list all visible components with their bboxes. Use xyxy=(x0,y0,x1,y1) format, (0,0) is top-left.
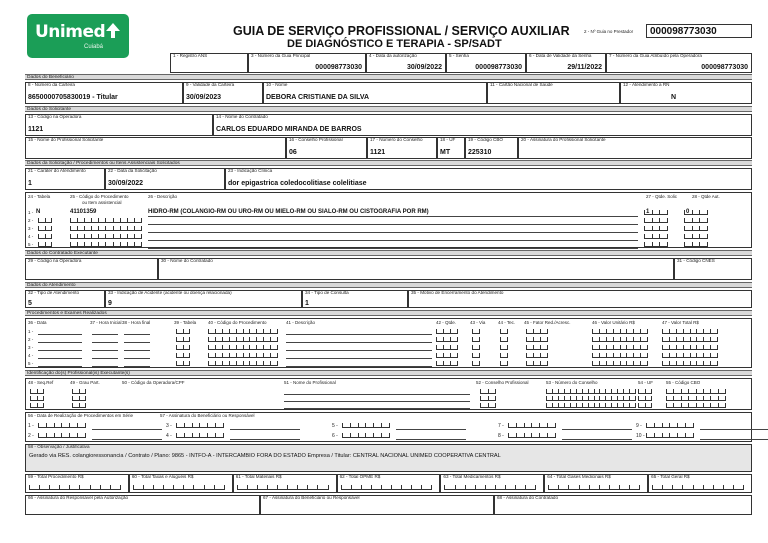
column-header: 44 - Tec. xyxy=(498,320,516,325)
nome-contratado-sol-field: 14 - Nome do Contratado CARLOS EDUARDO MIRANDA DE BARROS xyxy=(213,114,752,136)
char-cells xyxy=(176,353,190,358)
char-cells xyxy=(646,423,694,428)
serie-number: 8 - xyxy=(498,433,504,439)
char-cells xyxy=(176,337,190,342)
char-cells xyxy=(592,329,648,334)
guia-prestador-value: 000098773030 xyxy=(650,26,717,37)
char-cells xyxy=(38,242,52,247)
assinatura-line xyxy=(562,429,632,430)
char-cells xyxy=(592,353,648,358)
serie-number: 5 - xyxy=(332,423,338,429)
carteira-field: 8 - Número da Carteira 8650000705830019 - Titular xyxy=(25,82,183,104)
indicacao-clinica-field: 23 - Indicação Clínica dor epigastrica coledocolitiase colelitiase xyxy=(225,168,752,190)
validade-senha-field: 6 - Data de Validade da Senha 29/11/2022 xyxy=(526,53,606,73)
total-label: 59 - Total Procedimento R$ xyxy=(28,474,84,479)
char-cells xyxy=(208,345,278,350)
hora-ini-line xyxy=(92,358,118,359)
column-header: 55 - Código CBO xyxy=(666,380,701,385)
char-cells xyxy=(684,234,708,239)
descricao-line xyxy=(286,350,432,351)
char-cells xyxy=(644,226,668,231)
date-line xyxy=(38,342,82,343)
serie-number: 10 - xyxy=(636,433,645,439)
char-cells xyxy=(342,433,390,438)
total-label: 65 - Total Geral R$ xyxy=(651,474,690,479)
hora-fim-line xyxy=(124,342,150,343)
section-executante: Dados do Contratado Executante xyxy=(25,250,752,256)
data-autorizacao-field: 4 - Data da autorização 30/09/2022 xyxy=(366,53,446,73)
total-field xyxy=(544,474,648,493)
char-cells xyxy=(342,423,390,428)
section-atendimento: Dados do Atendimento xyxy=(25,282,752,288)
hora-ini-line xyxy=(92,342,118,343)
total-label: 64 - Total Gases Medicinais R$ xyxy=(547,474,611,479)
date-line xyxy=(38,366,82,367)
row-number: 2 - xyxy=(28,337,34,342)
total-label: 60 - Total Taxas e Aluguéis R$ xyxy=(131,474,194,479)
char-cells xyxy=(70,242,142,247)
serie-item xyxy=(636,422,768,431)
char-cells xyxy=(592,337,648,342)
table-row xyxy=(26,336,751,344)
column-header: 49 - Grau Part. xyxy=(70,380,100,385)
total-cells xyxy=(444,485,536,490)
serie-number: 7 - xyxy=(498,423,504,429)
column-header: 50 - Código da Operadora/CPF xyxy=(122,380,185,385)
table-row xyxy=(26,402,751,409)
carater-field: 21 - Caráter do Atendimento 1 xyxy=(25,168,105,190)
serie-item xyxy=(498,422,658,431)
char-cells xyxy=(662,329,718,334)
table-row xyxy=(26,352,751,360)
total-cells xyxy=(652,485,744,490)
total-field xyxy=(648,474,752,493)
column-header: 53 - Número do Conselho xyxy=(546,380,598,385)
row-number: 5 - xyxy=(28,361,34,366)
char-cells xyxy=(644,242,668,247)
char-cells xyxy=(500,329,508,334)
serie-number: 3 - xyxy=(166,423,172,429)
char-cells xyxy=(176,433,224,438)
nome-executante-field: 30 - Nome do Contratado xyxy=(158,258,674,280)
column-header: 39 - Tabela xyxy=(174,320,197,325)
char-cells xyxy=(638,396,652,401)
char-cells xyxy=(546,396,636,401)
char-cells xyxy=(436,345,458,350)
char-cells xyxy=(526,337,548,342)
total-label: 61 - Total Materiais R$ xyxy=(235,474,282,479)
registro-ans-field: 1 - Registro ANS xyxy=(170,53,248,73)
total-field xyxy=(337,474,441,493)
total-label: 62 - Total OPME R$ xyxy=(339,474,381,479)
serie-item xyxy=(332,422,492,431)
validade-carteira-field: 9 - Validade da Carteira 30/09/2023 xyxy=(183,82,263,104)
char-cells xyxy=(508,423,556,428)
cns-field: 11 - Cartão Nacional de Saúde xyxy=(487,82,620,104)
hora-ini-line xyxy=(92,366,118,367)
total-cells xyxy=(237,485,329,490)
indicacao-acidente-field: 33 - Indicação de Acidente (acidente ou doença relacionada) 9 xyxy=(105,290,302,308)
char-cells xyxy=(72,389,86,394)
date-line xyxy=(38,350,82,351)
assinatura-line xyxy=(562,439,632,440)
uf-field: 18 - UF MT xyxy=(437,137,465,159)
column-header: 45 - Fator Red./Acresc. xyxy=(524,320,571,325)
procedimentos-solicitados-table: 24 - Tabela 25 - Código do Procedimento ou Item assistencial 26 - Descrição 27 - Qtde. Solic 28 - Qtde Aut. 1 - N 41101359 HIDRO-RM (COLANGIO-RM OU URO-RM OU MIELO-RM OU SIALO-RM OU CISTOGRAFIA POR RM) 1 0 2 - 3 - 4 - 5 - xyxy=(25,192,752,248)
nome-beneficiario-field: 10 - Nome DEBORA CRISTIANE DA SILVA xyxy=(263,82,487,104)
column-header: 48 - Seq.Ref xyxy=(28,380,54,385)
total-cells xyxy=(341,485,433,490)
row-number: 1 - xyxy=(28,329,34,334)
assinatura-line xyxy=(230,439,300,440)
assinatura-solicitante-field: 20 - Assinatura do Profissional Solicitante xyxy=(518,137,752,159)
serie-item xyxy=(166,432,326,441)
logo-brand: Unimed xyxy=(35,22,106,42)
assinatura-line xyxy=(92,429,162,430)
column-header: 38 - Hora final xyxy=(122,320,151,325)
conselho-field: 16 - Conselho Profissional 06 xyxy=(286,137,367,159)
num-conselho-field: 17 - Número do Conselho 1121 xyxy=(367,137,437,159)
qtde-aut-value: 0 xyxy=(686,209,690,215)
char-cells xyxy=(472,345,480,350)
total-cells xyxy=(29,485,121,490)
data-solicitacao-field: 22 - Data da Solicitação 30/09/2022 xyxy=(105,168,225,190)
char-cells xyxy=(666,389,726,394)
hora-fim-line xyxy=(124,358,150,359)
char-cells xyxy=(662,337,718,342)
char-cells xyxy=(436,361,458,366)
nome-line xyxy=(284,408,470,409)
char-cells xyxy=(592,361,648,366)
tipo-consulta-field: 34 - Tipo de Consulta 1 xyxy=(302,290,408,308)
char-cells xyxy=(480,396,496,401)
char-cells xyxy=(480,389,496,394)
assinatura-line xyxy=(230,429,300,430)
descricao-value: HIDRO-RM (COLANGIO-RM OU URO-RM OU MIELO-RM OU SIALO-RM OU CISTOGRAFIA POR RM) xyxy=(148,209,429,215)
guia-prestador-field xyxy=(646,24,752,38)
table-row xyxy=(26,388,751,395)
assinatura-line xyxy=(396,439,466,440)
char-cells xyxy=(508,433,556,438)
qtde-value: 1 xyxy=(646,209,650,215)
codigo-value: 41101359 xyxy=(70,209,97,215)
char-cells xyxy=(72,396,86,401)
char-cells xyxy=(684,218,708,223)
column-header: 37 - Hora Inicial xyxy=(90,320,122,325)
hora-ini-line xyxy=(92,350,118,351)
table-row xyxy=(26,360,751,368)
char-cells xyxy=(592,345,648,350)
char-cells xyxy=(638,389,652,394)
table-row xyxy=(26,344,751,352)
hora-fim-line xyxy=(124,366,150,367)
motivo-encerramento-field: 35 - Motivo de Encerramento do Atendimento xyxy=(408,290,752,308)
prof-solicitante-field: 15 - Nome do Profissional Solicitante xyxy=(25,137,286,159)
table-row xyxy=(26,328,751,336)
section-procedimentos: Procedimentos e Exames Realizados xyxy=(25,310,752,316)
serie-number: 2 - xyxy=(28,433,34,439)
char-cells xyxy=(208,337,278,342)
assinatura-contratado-field: 68 - Assinatura do Contratado xyxy=(494,495,752,515)
char-cells xyxy=(646,433,694,438)
table-row xyxy=(26,217,751,225)
descricao-line xyxy=(286,366,432,367)
char-cells xyxy=(644,218,668,223)
char-cells xyxy=(72,403,86,408)
form-subtitle: DE DIAGNÓSTICO E TERAPIA - SP/SADT xyxy=(287,38,502,50)
tipo-atendimento-field: 32 - Tipo de Atendimento 5 xyxy=(25,290,105,308)
char-cells xyxy=(662,353,718,358)
column-header: 52 - Conselho Profissional xyxy=(476,380,529,385)
column-header: 42 - Qtde. xyxy=(436,320,457,325)
char-cells xyxy=(472,337,480,342)
row-number: 4 - xyxy=(28,353,34,358)
assinatura-autorizacao-field: 66 - Assinatura do Responsável pela Autorização xyxy=(25,495,260,515)
char-cells xyxy=(38,218,52,223)
rn-field: 12 - Atendimento a RN N xyxy=(620,82,752,104)
cnes-field: 31 - Código CNES xyxy=(674,258,752,280)
char-cells xyxy=(662,345,718,350)
char-cells xyxy=(472,361,480,366)
char-cells xyxy=(208,361,278,366)
char-cells xyxy=(526,361,548,366)
codigo-operadora-sol-field: 13 - Código na Operadora 1121 xyxy=(25,114,213,136)
row-number: 3 - xyxy=(28,345,34,350)
row-number: 3 - xyxy=(28,226,34,231)
section-beneficiario: Dados do Beneficiário xyxy=(25,74,752,80)
realizacao-serie-table: 56 - Data de Realização de Procedimentos em Série 57 - Assinatura do Beneficiário ou Responsável 1 - 2 - 3 - 4 - 5 - 6 - 7 - 8 - 9 - 10 - xyxy=(25,412,752,442)
char-cells xyxy=(472,353,480,358)
codigo-executante-field: 29 - Código na Operadora xyxy=(25,258,158,280)
hora-ini-line xyxy=(92,334,118,335)
observacao-field: 58 - Observação / Justificativa Gerado via RES. colangioressonancia / Contrato / Plano: 9865 - INTFO-A - INTERCAMBIO FORA DO ESTADO Empresa / Titular: CENTRAL NACIONAL UNIMED COOPERATIVA CENTRAL xyxy=(25,444,752,472)
char-cells xyxy=(208,329,278,334)
char-cells xyxy=(436,329,458,334)
char-cells xyxy=(176,345,190,350)
char-cells xyxy=(30,396,44,401)
char-cells xyxy=(526,345,548,350)
char-cells xyxy=(176,423,224,428)
hora-fim-line xyxy=(124,350,150,351)
char-cells xyxy=(684,210,708,215)
column-header: 36 - Data xyxy=(28,320,47,325)
serie-item xyxy=(166,422,326,431)
char-cells xyxy=(38,226,52,231)
total-field xyxy=(233,474,337,493)
assinatura-line xyxy=(92,439,162,440)
char-cells xyxy=(546,403,636,408)
hora-fim-line xyxy=(124,334,150,335)
table-row xyxy=(26,233,751,241)
assinatura-line xyxy=(396,429,466,430)
equipe-table xyxy=(25,378,752,410)
tabela-value: N xyxy=(36,209,41,215)
assinatura-line xyxy=(700,429,768,430)
serie-number: 6 - xyxy=(332,433,338,439)
char-cells xyxy=(30,403,44,408)
char-cells xyxy=(176,361,190,366)
table-row xyxy=(26,225,751,233)
total-field xyxy=(25,474,129,493)
char-cells xyxy=(480,403,496,408)
char-cells xyxy=(638,403,652,408)
section-equipe: Identificação do(s) Profissional(is) Executante(s) xyxy=(25,370,752,376)
total-cells xyxy=(548,485,640,490)
total-field xyxy=(129,474,233,493)
char-cells xyxy=(662,361,718,366)
char-cells xyxy=(644,210,668,215)
table-row xyxy=(26,209,751,217)
serie-item xyxy=(332,432,492,441)
serie-number: 1 - xyxy=(28,423,34,429)
char-cells xyxy=(176,329,190,334)
cbo-field: 19 - Código CBO 225310 xyxy=(465,137,518,159)
total-cells xyxy=(133,485,225,490)
char-cells xyxy=(436,337,458,342)
guia-prestador-label: 2 - Nº Guia no Prestador xyxy=(584,29,634,34)
assinatura-beneficiario-field: 67 - Assinatura do Beneficiário ou Responsável xyxy=(260,495,494,515)
total-label: 63 - Total Medicamentos R$ xyxy=(443,474,501,479)
char-cells xyxy=(684,242,708,247)
guia-operadora-field: 7 - Número da Guia Atribuído pela Operadora 000098773030 xyxy=(606,53,752,73)
date-line xyxy=(38,334,82,335)
procedimentos-realizados-table xyxy=(25,318,752,368)
column-header: 47 - Valor Total R$ xyxy=(662,320,699,325)
unimed-tree-icon xyxy=(105,22,121,39)
guia-principal-field: 3 - Número da Guia Principal 000098773030 xyxy=(248,53,366,73)
section-solicitante: Dados do Solicitante xyxy=(25,106,752,112)
char-cells xyxy=(38,433,86,438)
row-number: 1 - xyxy=(28,210,34,215)
senha-field: 5 - Senha 000098773030 xyxy=(446,53,526,73)
char-cells xyxy=(70,234,142,239)
char-cells xyxy=(666,403,726,408)
unimed-logo xyxy=(27,14,129,58)
assinatura-line xyxy=(700,439,768,440)
char-cells xyxy=(70,218,142,223)
descricao-line xyxy=(286,358,432,359)
section-solicitacao: Dados da Solicitação / Procedimentos ou Itens Assistenciais Solicitados xyxy=(25,160,752,166)
serie-item xyxy=(636,432,768,441)
column-header: 51 - Nome do Profissional xyxy=(284,380,336,385)
column-header: 40 - Código do Procedimento xyxy=(208,320,267,325)
char-cells xyxy=(38,234,52,239)
char-cells xyxy=(666,396,726,401)
serie-number: 9 - xyxy=(636,423,642,429)
char-cells xyxy=(436,353,458,358)
char-cells xyxy=(526,353,548,358)
column-header: 46 - Valor Unitário R$ xyxy=(592,320,635,325)
char-cells xyxy=(208,353,278,358)
serie-item xyxy=(498,432,658,441)
char-cells xyxy=(644,234,668,239)
total-field xyxy=(440,474,544,493)
column-header: 54 - UF xyxy=(638,380,654,385)
serie-number: 4 - xyxy=(166,433,172,439)
logo-city: Cuiabá xyxy=(83,44,103,50)
column-header: 41 - Descrição xyxy=(286,320,316,325)
char-cells xyxy=(38,423,86,428)
char-cells xyxy=(500,353,508,358)
row-number: 2 - xyxy=(28,218,34,223)
char-cells xyxy=(70,226,142,231)
char-cells xyxy=(30,389,44,394)
char-cells xyxy=(500,361,508,366)
table-row xyxy=(26,241,751,249)
table-row xyxy=(26,395,751,402)
serie-item xyxy=(28,432,188,441)
descricao-line xyxy=(286,334,432,335)
char-cells xyxy=(500,337,508,342)
row-number: 4 - xyxy=(28,234,34,239)
char-cells xyxy=(684,226,708,231)
row-number: 5 - xyxy=(28,242,34,247)
serie-item xyxy=(28,422,188,431)
descricao-line xyxy=(286,342,432,343)
char-cells xyxy=(546,389,636,394)
form-title: GUIA DE SERVIÇO PROFISSIONAL / SERVIÇO AUXILIAR xyxy=(233,24,570,38)
char-cells xyxy=(472,329,480,334)
column-header: 43 - Via xyxy=(470,320,486,325)
observacao-value: Gerado via RES. colangioressonancia / Contrato / Plano: 9865 - INTFO-A - INTERCAMBIO FORA DO ESTADO Empresa / Titular: CENTRAL NACIONAL UNIMED COOPERATIVA CENTRAL xyxy=(29,453,501,459)
char-cells xyxy=(500,345,508,350)
char-cells xyxy=(526,329,548,334)
date-line xyxy=(38,358,82,359)
descricao-line xyxy=(148,248,638,249)
